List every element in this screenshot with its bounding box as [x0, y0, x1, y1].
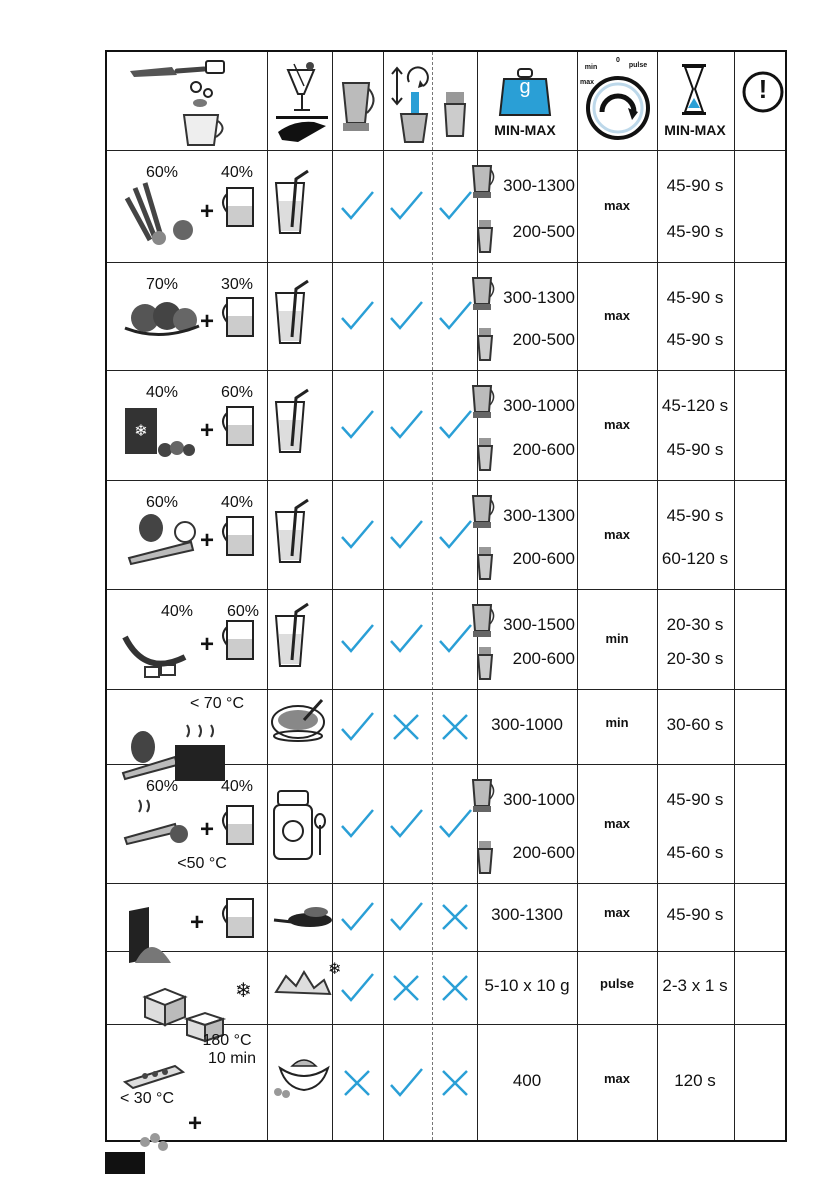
ingredient-ratio-a: 40%: [160, 603, 194, 620]
plus-mark: +: [189, 909, 205, 936]
quantity-jug: 300-1000: [503, 396, 575, 415]
smoothie-bottle-small-icon: [473, 545, 497, 583]
result-smoothie-icon: [270, 600, 330, 678]
cross-mark-icon: [437, 707, 475, 747]
plus-mark: +: [199, 526, 215, 554]
time-jug: 45-90 s: [666, 288, 724, 307]
quantity: 400: [512, 1071, 542, 1090]
hourglass-icon: [680, 62, 708, 117]
check-mark-icon: [388, 897, 426, 937]
blender-attachment-lock-icon: [387, 64, 429, 144]
temperature-label: < 30 °C: [120, 1090, 174, 1107]
ingredient-ratio-a: 70%: [145, 276, 179, 293]
time-bottle: 45-90 s: [666, 222, 724, 241]
speed-setting: max: [603, 198, 631, 213]
ingredient-ratio-b: 40%: [220, 778, 254, 795]
result-soup-icon: [270, 696, 330, 757]
page-number-box: [105, 1152, 145, 1174]
check-mark-icon: [339, 515, 377, 555]
speed-setting: min: [605, 631, 629, 646]
column-divider: [267, 52, 268, 1140]
jug-blender-small-icon: [469, 601, 499, 639]
quantity: 300-1300: [491, 905, 563, 924]
plus-mark: +: [199, 631, 215, 658]
recipe-table: [105, 50, 787, 1142]
speed-setting: max: [603, 417, 631, 432]
cross-mark-icon: [388, 707, 426, 747]
cross-mark-icon: [388, 968, 426, 1008]
jug-blender-icon: [337, 77, 379, 137]
measuring-cup-icon: [219, 403, 257, 449]
quantity: 5-10 x 10 g: [484, 975, 570, 995]
jug-blender-small-icon: [469, 776, 499, 814]
quantity-jug: 300-1300: [503, 506, 575, 525]
check-mark-icon: [388, 186, 426, 226]
ingredient-ratio-a: 60%: [145, 164, 179, 181]
measuring-cup-icon: [219, 895, 257, 941]
time: 45-90 s: [666, 905, 724, 924]
quantity-jug: 300-1300: [503, 288, 575, 307]
smoothie-bottle-icon: [440, 90, 470, 140]
check-mark-icon: [388, 619, 426, 659]
cross-mark-icon: [437, 968, 475, 1008]
ingredient-ratio-a: 60%: [145, 778, 179, 795]
row-divider: [107, 262, 785, 263]
smoothie-bottle-small-icon: [473, 839, 497, 877]
check-mark-icon: [388, 515, 426, 555]
ingredient-ratio-b: 40%: [220, 494, 254, 511]
svg-text:❄: ❄: [235, 980, 252, 1002]
smoothie-bottle-small-icon: [473, 436, 497, 474]
quantity-bottle: 200-600: [512, 549, 575, 568]
jug-blender-small-icon: [469, 382, 499, 420]
time-jug: 20-30 s: [666, 615, 724, 634]
check-mark-icon: [388, 405, 426, 445]
cross-mark-icon: [437, 1063, 475, 1103]
time-jug: 45-120 s: [661, 396, 729, 415]
row-divider: [107, 689, 785, 690]
weight-minmax-label: MIN-MAX: [494, 122, 556, 138]
ingredient-hot-soup-icon: [115, 707, 265, 760]
time-bottle: 45-60 s: [666, 843, 724, 862]
dial-label-zero: 0: [616, 57, 620, 64]
result-crushed-ice-icon: [270, 958, 342, 1017]
speed-setting: max: [603, 815, 631, 831]
check-mark-icon: [339, 707, 377, 747]
time-jug: 45-90 s: [666, 790, 724, 809]
row-divider: [107, 951, 785, 952]
dial-label-max: max: [579, 79, 595, 86]
plus-mark: +: [187, 1110, 203, 1137]
result-nut-butter-icon: [270, 1044, 330, 1122]
smoothie-bottle-small-icon: [473, 218, 497, 256]
time-minmax-label: MIN-MAX: [664, 122, 726, 138]
temperature-label: <50 °C: [177, 855, 227, 872]
check-mark-icon: [339, 897, 377, 937]
cocktail-drink-icon: [274, 60, 330, 144]
row-divider: [107, 883, 785, 884]
speed-setting: max: [603, 308, 631, 323]
row-divider: [107, 589, 785, 590]
check-mark-icon: [388, 804, 426, 844]
plus-mark: +: [199, 308, 215, 335]
quantity-jug: 300-1300: [503, 176, 575, 195]
plus-mark: +: [199, 815, 215, 843]
time-bottle: 45-90 s: [666, 330, 724, 349]
column-divider: [383, 52, 384, 1140]
speed-setting: min: [605, 714, 629, 730]
ingredient-ratio-b: 30%: [220, 276, 254, 293]
check-mark-icon: [339, 405, 377, 445]
check-mark-icon: [339, 296, 377, 336]
time: 2-3 x 1 s: [662, 975, 728, 995]
ingredient-ratio-a: 60%: [145, 494, 179, 511]
row-divider: [107, 150, 785, 151]
time-bottle: 20-30 s: [666, 649, 724, 668]
check-mark-icon: [388, 296, 426, 336]
ingredient-ice-cubes-icon: [115, 969, 265, 1020]
jug-blender-small-icon: [469, 162, 499, 200]
quantity-bottle: 200-600: [512, 843, 575, 862]
time-jug: 45-90 s: [666, 506, 724, 525]
speed-setting: max: [603, 1071, 631, 1086]
column-divider: [432, 52, 433, 1140]
jug-blender-small-icon: [469, 492, 499, 530]
dial-label-min: min: [584, 64, 598, 71]
check-mark-icon: [339, 804, 377, 844]
smoothie-bottle-small-icon: [473, 326, 497, 364]
speed-setting: max: [603, 905, 631, 920]
quantity-bottle: 200-600: [512, 440, 575, 459]
smoothie-bottle-small-icon: [473, 645, 497, 683]
knife-and-food-icon: [122, 57, 232, 147]
column-divider: [477, 52, 478, 1140]
measuring-cup-icon: [219, 513, 257, 559]
quantity: 300-1000: [491, 714, 563, 734]
time: 120 s: [674, 1071, 716, 1090]
result-pancake-icon: [270, 890, 330, 944]
svg-text:❄: ❄: [328, 961, 342, 978]
result-smoothie-icon: [270, 277, 330, 355]
quantity-jug: 300-1500: [503, 615, 575, 634]
time: 30-60 s: [666, 714, 724, 734]
cross-mark-icon: [339, 1063, 377, 1103]
row-divider: [107, 480, 785, 481]
check-mark-icon: [339, 619, 377, 659]
column-divider: [577, 52, 578, 1140]
row-divider: [107, 370, 785, 371]
ingredient-ratio-b: 60%: [220, 384, 254, 401]
measuring-cup-icon: [219, 617, 257, 663]
result-smoothie-icon: [270, 386, 330, 464]
result-smoothie-icon: [270, 496, 330, 574]
oven-temperature-label: 180 °C: [202, 1032, 252, 1049]
warning-symbol: !: [758, 74, 768, 104]
dial-label-pulse: pulse: [628, 62, 648, 69]
oven-time-label: 10 min: [207, 1050, 257, 1067]
measuring-cup-icon: [219, 184, 257, 230]
quantity-bottle: 200-600: [512, 649, 575, 668]
column-divider: [657, 52, 658, 1140]
temperature-label: < 70 °C: [190, 695, 244, 712]
quantity-bottle: 200-500: [512, 330, 575, 349]
time-bottle: 60-120 s: [661, 549, 729, 568]
quantity-bottle: 200-500: [512, 222, 575, 241]
ingredient-ratio-b: 60%: [226, 603, 260, 620]
quantity-jug: 300-1000: [503, 790, 575, 809]
plus-mark: +: [199, 198, 215, 225]
time-jug: 45-90 s: [666, 176, 724, 195]
column-divider: [734, 52, 735, 1140]
plus-mark: +: [199, 417, 215, 444]
time-bottle: 45-90 s: [666, 440, 724, 459]
ingredient-ratio-b: 40%: [220, 164, 254, 181]
result-smoothie-icon: [270, 167, 330, 245]
speed-setting: pulse: [600, 975, 634, 991]
measuring-cup-icon: [219, 802, 257, 848]
speed-setting: max: [603, 526, 631, 542]
ingredient-ratio-a: 40%: [145, 384, 179, 401]
check-mark-icon: [339, 186, 377, 226]
cross-mark-icon: [437, 897, 475, 937]
check-mark-icon: [339, 968, 377, 1008]
result-baby-food-icon: [270, 785, 330, 863]
weight-unit: g: [519, 76, 531, 98]
check-mark-icon: [388, 1063, 426, 1103]
jug-blender-small-icon: [469, 274, 499, 312]
measuring-cup-icon: [219, 294, 257, 340]
svg-text:❄: ❄: [134, 423, 148, 440]
